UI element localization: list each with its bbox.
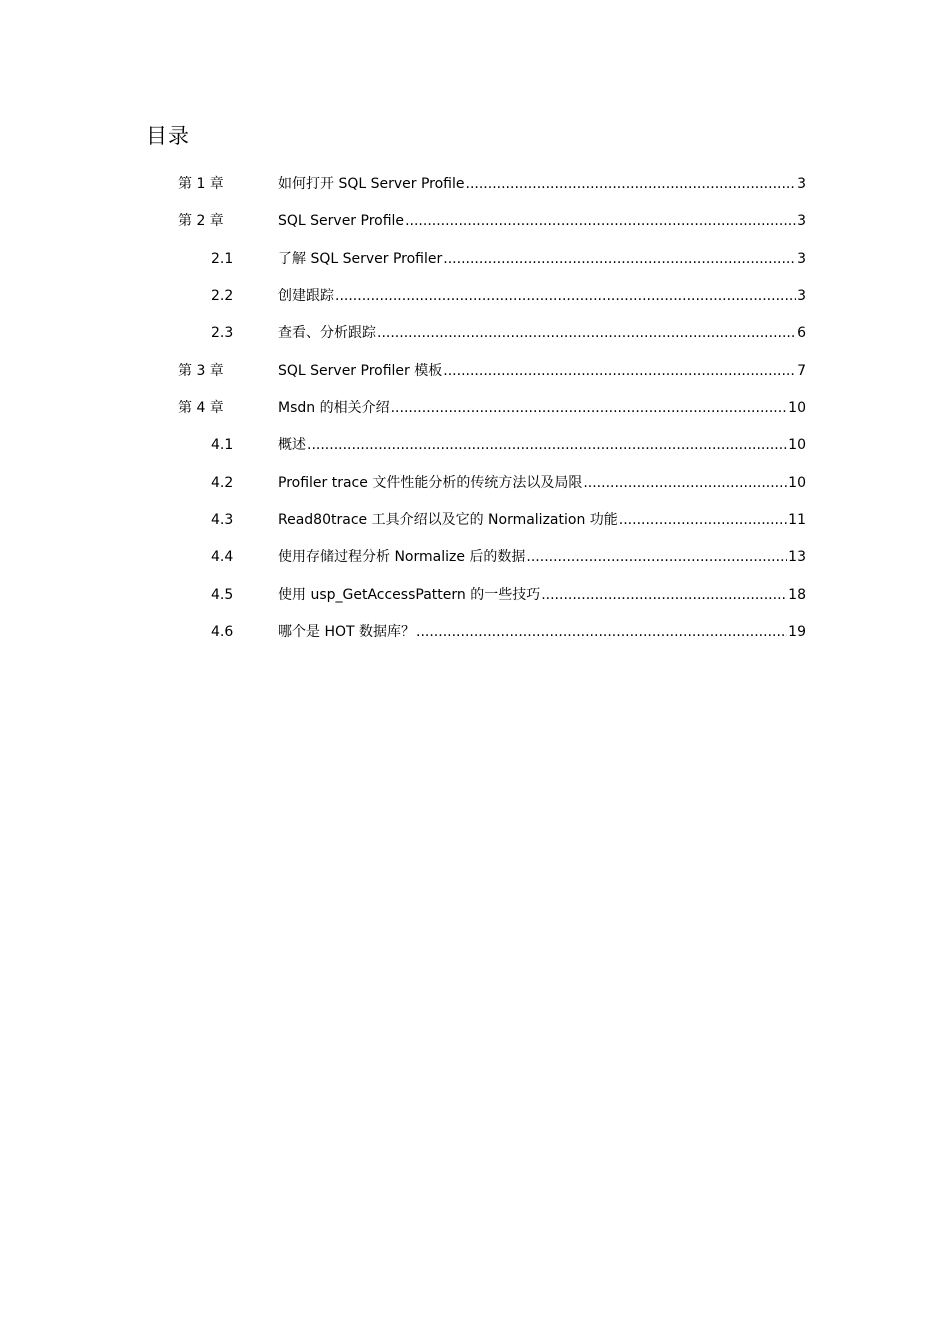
toc-entry[interactable] xyxy=(0,434,950,456)
toc-entry-page: 10 xyxy=(788,475,806,491)
toc-entry-title: Profiler trace 文件性能分析的传统方法以及局限 xyxy=(278,475,583,491)
toc-entry-page: 11 xyxy=(788,512,806,528)
toc-entry-number: 第 1 章 xyxy=(178,176,224,192)
dot-leader xyxy=(466,173,797,195)
toc-entry-number: 4.1 xyxy=(211,437,234,453)
toc-entry-page: 3 xyxy=(797,251,806,267)
toc-entry-number: 4.5 xyxy=(211,587,234,603)
toc-entry-title: 概述 xyxy=(278,437,306,453)
toc-entry[interactable] xyxy=(0,210,950,232)
toc-entry[interactable] xyxy=(0,509,950,531)
toc-entry[interactable] xyxy=(0,472,950,494)
toc-entry[interactable] xyxy=(0,285,950,307)
toc-entry-page: 7 xyxy=(797,363,806,379)
dot-leader xyxy=(416,621,787,643)
toc-entry-page: 10 xyxy=(788,400,806,416)
toc-entry-number: 4.2 xyxy=(211,475,234,491)
dot-leader xyxy=(377,322,796,344)
toc-entry-page: 3 xyxy=(797,288,806,304)
toc-entry[interactable] xyxy=(0,397,950,419)
toc-entry-page: 13 xyxy=(788,549,806,565)
toc-entry-page: 3 xyxy=(797,176,806,192)
dot-leader xyxy=(443,248,796,270)
toc-entry-title: 使用存储过程分析 Normalize 后的数据 xyxy=(278,549,526,565)
dot-leader xyxy=(619,509,787,531)
toc-entry-page: 18 xyxy=(788,587,806,603)
dot-leader xyxy=(307,434,787,456)
toc-entry-number: 4.4 xyxy=(211,549,234,565)
dot-leader xyxy=(541,584,787,606)
toc-entry-number: 4.3 xyxy=(211,512,234,528)
toc-entry-title: SQL Server Profile xyxy=(278,213,405,229)
toc-entry-title: 如何打开 SQL Server Profile xyxy=(278,176,465,192)
toc-entry-page: 10 xyxy=(788,437,806,453)
toc-entry-number: 4.6 xyxy=(211,624,234,640)
toc-title: 目录 xyxy=(146,124,190,148)
toc-entry-number: 2.1 xyxy=(211,251,234,267)
toc-entry-page: 19 xyxy=(788,624,806,640)
dot-leader xyxy=(443,360,796,382)
toc-entry-page: 3 xyxy=(797,213,806,229)
dot-leader xyxy=(583,472,787,494)
toc-entry-title: Read80trace 工具介绍以及它的 Normalization 功能 xyxy=(278,512,618,528)
toc-entry[interactable] xyxy=(0,546,950,568)
dot-leader xyxy=(335,285,796,307)
toc-entry-number: 第 4 章 xyxy=(178,400,224,416)
toc-entry[interactable] xyxy=(0,360,950,382)
toc-entry[interactable] xyxy=(0,173,950,195)
toc-entry-title: 使用 usp_GetAccessPattern 的一些技巧 xyxy=(278,587,541,603)
toc-entry-number: 第 3 章 xyxy=(178,363,224,379)
dot-leader xyxy=(405,210,796,232)
toc-entry[interactable] xyxy=(0,621,950,643)
toc-entry-title: 创建跟踪 xyxy=(278,288,334,304)
toc-entry-number: 2.2 xyxy=(211,288,234,304)
toc-entry[interactable] xyxy=(0,584,950,606)
toc-entry-page: 6 xyxy=(797,325,806,341)
toc-entry-title: Msdn 的相关介绍 xyxy=(278,400,390,416)
toc-entry-title: SQL Server Profiler 模板 xyxy=(278,363,443,379)
toc-entry-number: 2.3 xyxy=(211,325,234,341)
toc-entry[interactable] xyxy=(0,322,950,344)
dot-leader xyxy=(526,546,787,568)
dot-leader xyxy=(391,397,788,419)
toc-entry-title: 哪个是 HOT 数据库？ xyxy=(278,624,415,640)
toc-entry[interactable] xyxy=(0,248,950,270)
toc-entry-title: 了解 SQL Server Profiler xyxy=(278,251,443,267)
toc-entry-title: 查看、分析跟踪 xyxy=(278,325,376,341)
toc-entry-number: 第 2 章 xyxy=(178,213,224,229)
